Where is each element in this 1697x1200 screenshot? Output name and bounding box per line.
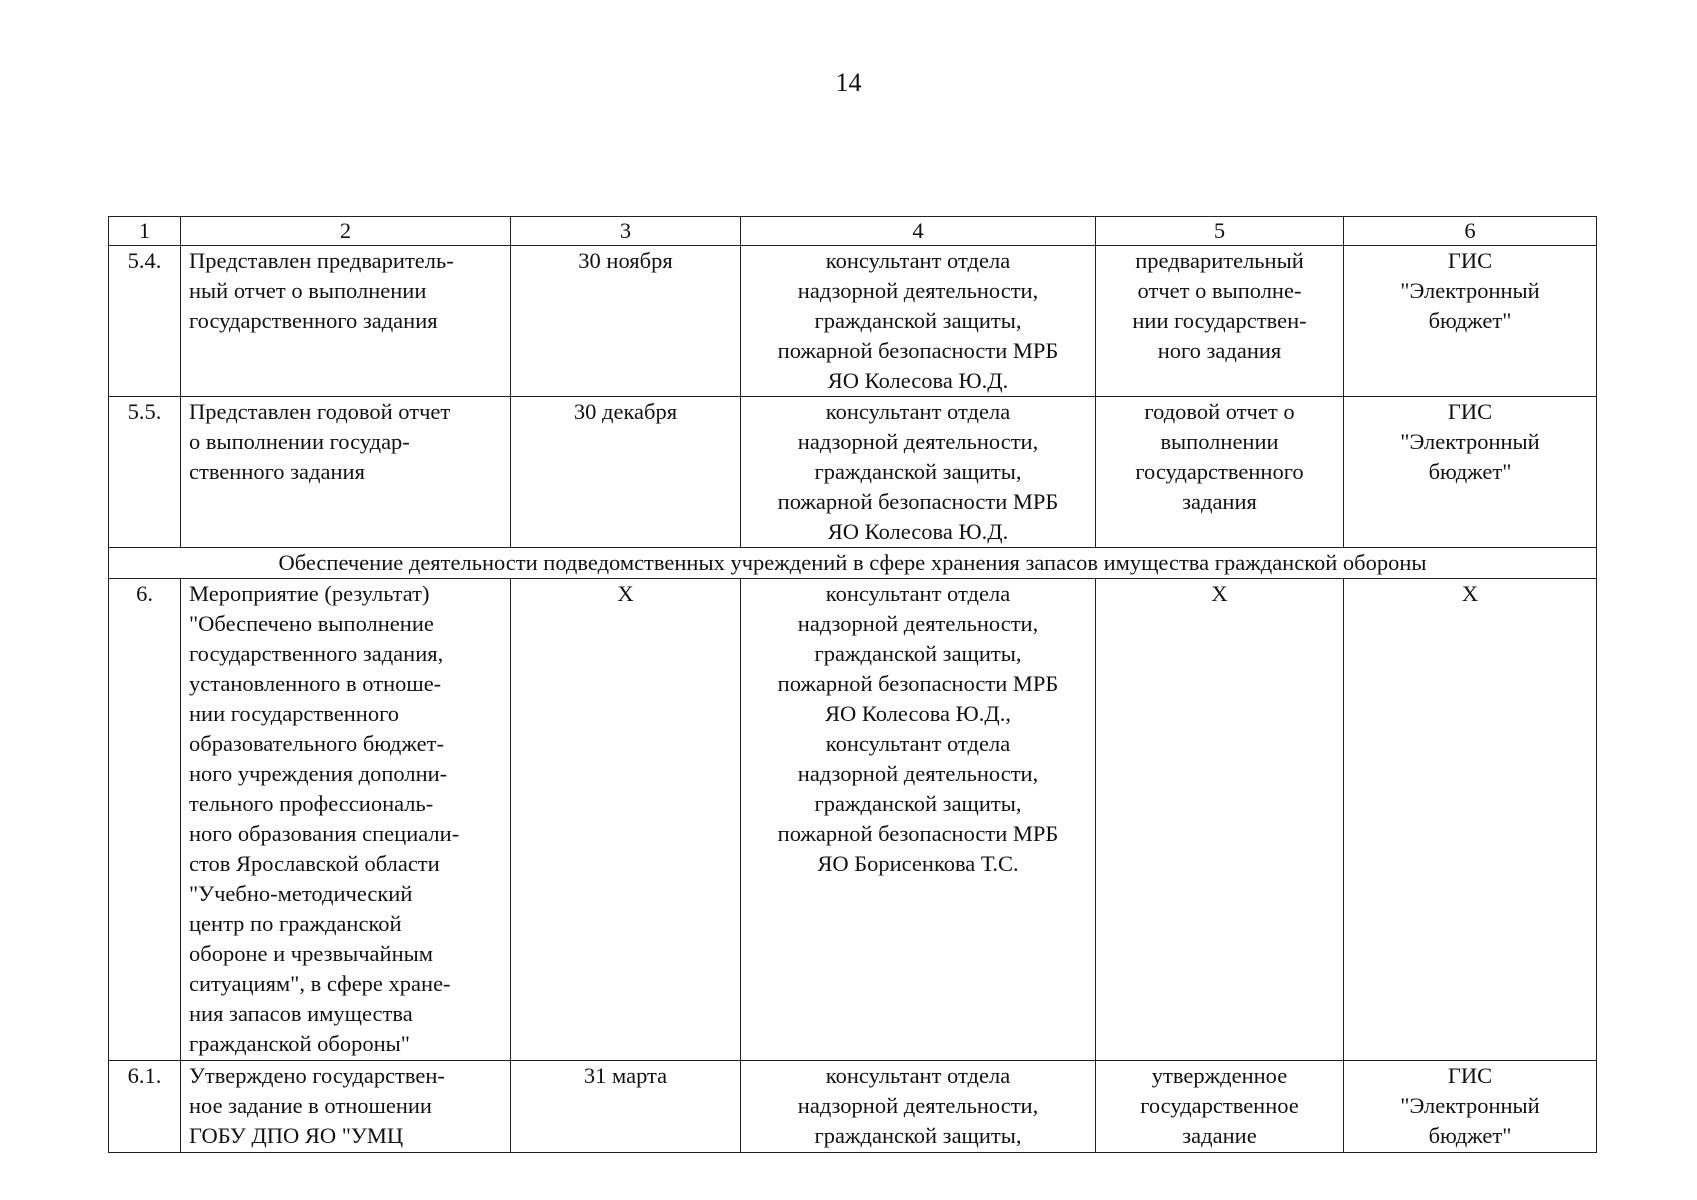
row-result: годовой отчет о выполнении государственного задания xyxy=(1096,397,1344,548)
column-result-header: 5 xyxy=(1096,217,1344,246)
row-responsible: консультант отдела надзорной деятельности, гражданской защиты, пожарной безопасности МРБ ЯО Колесова Ю.Д., консультант отдела надзорной деятельности, гражданской защиты, пожарной безопасности МРБ ЯО Борисенкова Т.С. xyxy=(741,579,1096,1061)
row-date: X xyxy=(511,579,741,1061)
row-number: 6. xyxy=(109,579,181,1061)
table-row xyxy=(109,246,1597,397)
row-result: X xyxy=(1096,579,1344,1061)
section-title: Обеспечение деятельности подведомственных учреждений в сфере хранения запасов имущества гражданской обороны xyxy=(109,548,1597,579)
row-system: ГИС "Электронный бюджет" xyxy=(1344,397,1597,548)
row-action: Мероприятие (результат) "Обеспечено выполнение государственного задания, установленного в отноше- нии государственного образовательного бюджет- ного учреждения дополни- тельного профессиональ- ного образования специали- стов Ярославской области "Учебно-методический центр по гражданской обороне и чрезвычайным ситуациям", в сфере хране- ния запасов имущества гражданской обороны" xyxy=(181,579,511,1061)
row-system: X xyxy=(1344,579,1597,1061)
column-number-header: 1 xyxy=(109,217,181,246)
row-result: утвержденное государственное задание xyxy=(1096,1061,1344,1153)
row-system: ГИС "Электронный бюджет" xyxy=(1344,246,1597,397)
table-header-row xyxy=(109,217,1597,246)
column-responsible-header: 4 xyxy=(741,217,1096,246)
row-result: предварительный отчет о выполне- нии государствен- ного задания xyxy=(1096,246,1344,397)
row-date: 30 декабря xyxy=(511,397,741,548)
table-row xyxy=(109,579,1597,1061)
row-system: ГИС "Электронный бюджет" xyxy=(1344,1061,1597,1153)
column-date-header: 3 xyxy=(511,217,741,246)
row-date: 31 марта xyxy=(511,1061,741,1153)
row-action: Представлен предваритель- ный отчет о выполнении государственного задания xyxy=(181,246,511,397)
row-responsible: консультант отдела надзорной деятельности, гражданской защиты, пожарной безопасности МРБ ЯО Колесова Ю.Д. xyxy=(741,397,1096,548)
row-number: 6.1. xyxy=(109,1061,181,1153)
row-responsible: консультант отдела надзорной деятельности, гражданской защиты, пожарной безопасности МРБ ЯО Колесова Ю.Д. xyxy=(741,246,1096,397)
plan-table xyxy=(108,216,1597,1153)
row-action: Представлен годовой отчет о выполнении государ- ственного задания xyxy=(181,397,511,548)
column-system-header: 6 xyxy=(1344,217,1597,246)
row-number: 5.4. xyxy=(109,246,181,397)
row-action: Утверждено государствен- ное задание в отношении ГОБУ ДПО ЯО "УМЦ xyxy=(181,1061,511,1153)
column-action-header: 2 xyxy=(181,217,511,246)
table-row xyxy=(109,1061,1597,1153)
row-responsible: консультант отдела надзорной деятельности, гражданской защиты, xyxy=(741,1061,1096,1153)
row-date: 30 ноября xyxy=(511,246,741,397)
section-row xyxy=(109,548,1597,579)
row-number: 5.5. xyxy=(109,397,181,548)
table-row xyxy=(109,397,1597,548)
page-number: 14 xyxy=(835,68,862,97)
